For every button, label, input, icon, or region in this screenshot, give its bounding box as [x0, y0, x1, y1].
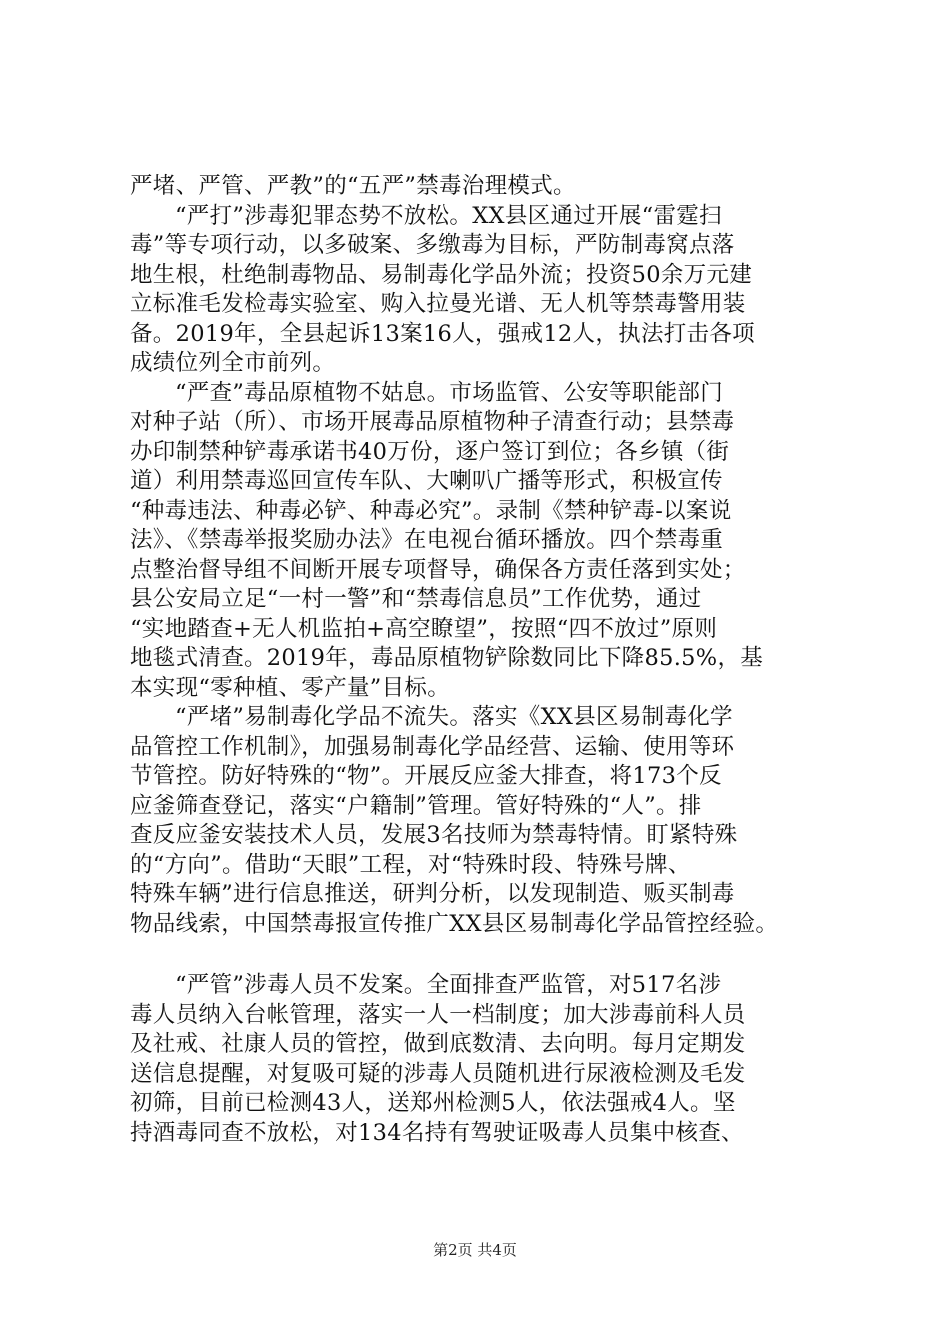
text-line: “实地踏查+无人机监拍+高空瞭望”，按照“四不放过”原则 [130, 615, 718, 642]
text-line: 应釜筛查登记，落实“户籍制”管理。管好特殊的“人”。排 [130, 792, 702, 819]
text-line: 对种子站（所）、市场开展毒品原植物种子清查行动；县禁毒 [130, 409, 735, 435]
text-line: 点整治督导组不间断开展专项督导，确保各方责任落到实处； [130, 556, 746, 583]
paragraph-first-line: “严查”毒品原植物不姑息。市场监管、公安等职能部门 [175, 379, 724, 406]
paragraph-first-line: “严堵”易制毒化学品不流失。落实《XX县区易制毒化学 [175, 704, 733, 730]
paragraph-first-line: “严打”涉毒犯罪态势不放松。XX县区通过开展“雷霆扫 [175, 202, 722, 229]
text-line: 及社戒、社康人员的管控，做到底数清、去向明。每月定期发 [130, 1031, 746, 1057]
text-line: 物品线索，中国禁毒报宣传推广XX县区易制毒化学品管控经验。 [130, 910, 779, 937]
page-number: 第2页 共4页 [433, 1241, 517, 1259]
text-line: 持酒毒同查不放松，对134名持有驾驶证吸毒人员集中核查、 [130, 1119, 744, 1146]
text-line: 地生根，杜绝制毒物品、易制毒化学品外流；投资50余万元建 [130, 261, 753, 288]
text-line: 品管控工作机制》，加强易制毒化学品经营、运输、使用等环 [130, 733, 735, 760]
text-line: 道）利用禁毒巡回宣传车队、大喇叭广播等形式，积极宣传 [130, 468, 723, 494]
text-line: 节管控。防好特殊的“物”。开展反应釜大排查，将173个反 [130, 763, 722, 789]
text-line: 的“方向”。借助“天眼”工程，对“特殊时段、特殊号牌、 [130, 851, 691, 878]
text-line: 送信息提醒，对复吸可疑的涉毒人员随机进行尿液检测及毛发 [130, 1060, 746, 1087]
text-line: “种毒违法、种毒必铲、种毒必究”。录制《禁种铲毒-以案说 [130, 497, 732, 524]
text-line: 本实现“零种植、零产量”目标。 [130, 674, 451, 701]
text-line: 严堵、严管、严教”的“五严”禁毒治理模式。 [130, 173, 576, 199]
text-line: 办印制禁种铲毒承诺书40万份，逐户签订到位；各乡镇（街 [130, 438, 730, 465]
text-line: 毒”等专项行动，以多破案、多缴毒为目标，严防制毒窝点落 [130, 232, 735, 258]
document-body [130, 172, 852, 1148]
text-line: 成绩位列全市前列。 [130, 350, 336, 376]
text-line: 查反应釜安装技术人员，发展3名技师为禁毒特情。盯紧特殊 [130, 822, 738, 848]
page-footer [0, 1240, 950, 1260]
text-line: 特殊车辆”进行信息推送，研判分析，以发现制造、贩买制毒 [130, 881, 735, 907]
text-line: 法》、《禁毒举报奖励办法》在电视台循环播放。四个禁毒重 [130, 527, 724, 553]
text-line: 初筛，目前已检测43人，送郑州检测5人，依法强戒4人。坚 [130, 1090, 736, 1116]
text-line: 地毯式清查。2019年，毒品原植物铲除数同比下降85.5%，基 [130, 645, 764, 671]
text-line: 毒人员纳入台帐管理，落实一人一档制度；加大涉毒前科人员 [130, 1001, 746, 1028]
text-line: 备。2019年，全县起诉13案16人，强戒12人，执法打击各项 [130, 320, 755, 347]
text-line: 县公安局立足“一村一警”和“禁毒信息员”工作优势，通过 [130, 586, 702, 612]
paragraph-first-line: “严管”涉毒人员不发案。全面排查严监管，对517名涉 [175, 972, 722, 998]
text-line: 立标准毛发检毒实验室、购入拉曼光谱、无人机等禁毒警用装 [130, 291, 746, 317]
paragraph-gap [130, 939, 852, 971]
